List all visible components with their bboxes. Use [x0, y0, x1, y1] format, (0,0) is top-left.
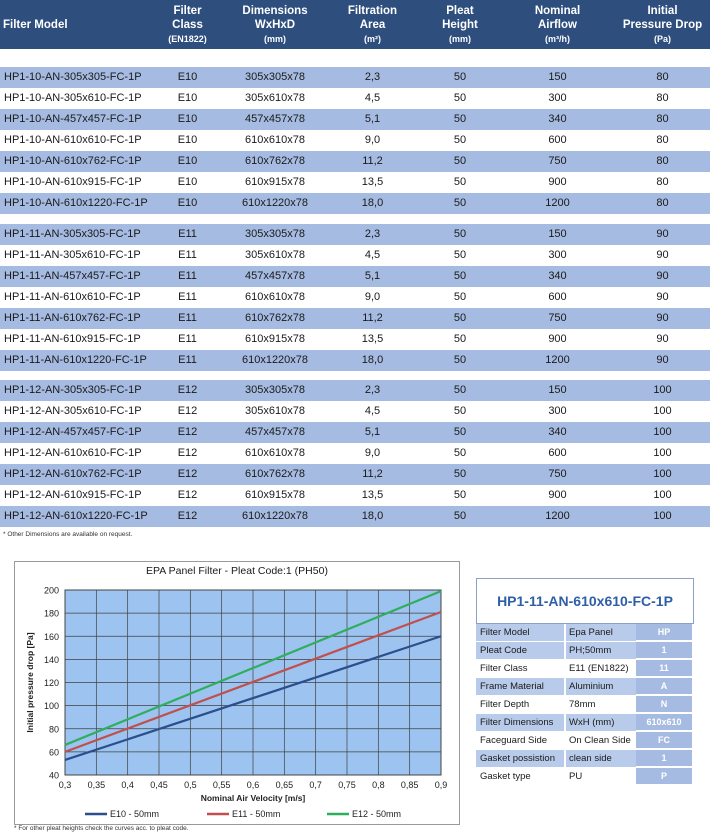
spec-title: HP1-11-AN-610x610-FC-1P	[476, 578, 694, 624]
spec-label: Filter Model	[476, 624, 564, 641]
cell-area: 2,3	[364, 71, 381, 83]
header-text: Filter Model	[3, 18, 68, 31]
cell-model: HP1-10-AN-610x1220-FC-1P	[4, 197, 148, 209]
cell-model: HP1-10-AN-610x915-FC-1P	[4, 176, 142, 188]
cell-model: HP1-11-AN-610x762-FC-1P	[4, 312, 141, 324]
table-row	[0, 193, 710, 214]
chart-canvas	[15, 562, 459, 824]
table-row	[0, 308, 710, 329]
cell-airflow: 600	[548, 447, 567, 459]
cell-dimensions: 457x457x78	[245, 426, 305, 438]
cell-dimensions: 610x1220x78	[241, 354, 309, 366]
x-tick-label: 0,45	[150, 780, 168, 790]
spec-value: clean side	[566, 750, 637, 767]
cell-class: E11	[178, 270, 197, 282]
cell-area: 18,0	[361, 354, 384, 366]
cell-pleat: 50	[453, 333, 467, 345]
x-tick-label: 0,7	[309, 780, 322, 790]
cell-pressure: 100	[653, 489, 672, 501]
header-text: Initial	[647, 4, 678, 17]
header-initial-pressure-drop	[615, 0, 710, 49]
cell-class: E11	[178, 228, 197, 240]
header-unit: (mm)	[264, 33, 286, 44]
cell-pleat: 50	[453, 270, 467, 282]
cell-area: 18,0	[361, 510, 384, 522]
x-tick-label: 0,55	[212, 780, 231, 790]
cell-area: 5,1	[364, 113, 381, 125]
cell-area: 5,1	[364, 426, 381, 438]
spec-code: FC	[636, 732, 692, 749]
table-row	[0, 266, 710, 287]
cell-pressure: 100	[653, 468, 672, 480]
cell-dimensions: 305x305x78	[245, 384, 305, 396]
cell-pressure: 90	[656, 312, 669, 324]
spec-code: P	[636, 768, 692, 785]
spec-row	[476, 696, 694, 713]
cell-pleat: 50	[453, 71, 467, 83]
header-filtration-area	[325, 0, 420, 49]
cell-pressure: 90	[656, 249, 669, 261]
cell-airflow: 340	[548, 113, 567, 125]
cell-airflow: 340	[548, 270, 567, 282]
cell-pressure: 80	[656, 113, 669, 125]
cell-model: HP1-11-AN-305x610-FC-1P	[4, 249, 141, 261]
spec-label: Filter Class	[480, 663, 528, 674]
cell-dimensions: 305x610x78	[245, 92, 305, 104]
cell-pressure: 100	[653, 510, 672, 522]
table-row	[0, 401, 710, 422]
cell-class: E12	[177, 510, 198, 522]
cell-dimensions: 610x762x78	[245, 468, 305, 480]
y-axis-label: Initial pressure drop [Pa]	[25, 632, 35, 733]
x-tick-label: 0,6	[246, 780, 260, 790]
cell-pleat: 50	[453, 291, 467, 303]
header-text: WxHxD	[254, 18, 296, 31]
y-tick-label: 140	[43, 654, 59, 665]
cell-class: E12	[177, 405, 198, 417]
y-tick-label: 120	[43, 678, 59, 688]
header-text: Filter	[173, 4, 202, 17]
cell-model: HP1-12-AN-610x762-FC-1P	[4, 468, 142, 480]
cell-pleat: 50	[453, 92, 467, 104]
spec-label: Gasket type	[480, 771, 531, 782]
cell-airflow: 750	[548, 468, 567, 480]
cell-pleat: 50	[453, 489, 467, 501]
cell-class: E10	[177, 92, 198, 104]
spec-code: 11	[636, 660, 692, 677]
cell-dimensions: 610x762x78	[245, 312, 305, 324]
cell-airflow: 900	[548, 333, 567, 345]
header-filter-model	[3, 0, 173, 49]
cell-model: HP1-12-AN-305x610-FC-1P	[4, 405, 142, 417]
cell-airflow: 150	[548, 228, 567, 240]
cell-pleat: 50	[453, 312, 467, 324]
cell-class: E10	[177, 134, 198, 146]
cell-model: HP1-11-AN-610x610-FC-1P	[4, 291, 141, 303]
cell-class: E11	[178, 354, 197, 366]
spec-row	[476, 750, 694, 767]
cell-pleat: 50	[453, 228, 467, 240]
cell-pleat: 50	[453, 113, 467, 125]
x-tick-label: 0,65	[275, 780, 294, 790]
y-tick-label: 80	[48, 724, 59, 735]
cell-area: 4,5	[364, 92, 381, 104]
cell-pressure: 80	[656, 197, 669, 209]
cell-class: E11	[178, 312, 197, 324]
cell-airflow: 150	[548, 384, 567, 396]
cell-model: HP1-12-AN-610x610-FC-1P	[4, 447, 142, 459]
cell-airflow: 600	[548, 134, 567, 146]
cell-area: 4,5	[364, 405, 381, 417]
table-row	[0, 350, 710, 371]
cell-area: 5,1	[364, 270, 381, 282]
cell-area: 13,5	[361, 489, 384, 501]
cell-pressure: 100	[653, 426, 672, 438]
cell-model: HP1-11-AN-610x915-FC-1P	[4, 333, 141, 345]
header-unit: (mm)	[449, 33, 471, 44]
cell-dimensions: 305x610x78	[245, 405, 305, 417]
cell-pleat: 50	[453, 447, 467, 459]
cell-pressure: 80	[656, 155, 669, 167]
cell-area: 4,5	[364, 249, 381, 261]
cell-model: HP1-12-AN-610x1220-FC-1P	[4, 510, 148, 522]
cell-pressure: 100	[653, 447, 672, 459]
spec-code: 610x610	[636, 714, 692, 731]
y-tick-label: 60	[48, 747, 59, 758]
header-text: Dimensions	[242, 4, 308, 17]
cell-area: 13,5	[361, 333, 384, 345]
pressure-drop-chart	[14, 561, 460, 825]
table-row	[0, 287, 710, 308]
cell-airflow: 1200	[545, 510, 570, 522]
cell-model: HP1-10-AN-305x610-FC-1P	[4, 92, 142, 104]
table-row	[0, 67, 710, 88]
cell-class: E12	[177, 447, 198, 459]
cell-dimensions: 610x610x78	[245, 134, 305, 146]
cell-class: E10	[177, 71, 198, 83]
spec-row	[476, 768, 694, 785]
cell-class: E11	[178, 249, 197, 261]
table-row	[0, 151, 710, 172]
cell-area: 11,2	[362, 468, 383, 480]
spec-label: Filter Dimensions	[476, 714, 564, 731]
header-unit: (m³/h)	[545, 33, 570, 44]
spec-row	[476, 642, 694, 659]
cell-dimensions: 610x610x78	[245, 291, 305, 303]
spec-label: Gasket possistion	[476, 750, 564, 767]
cell-pleat: 50	[453, 176, 467, 188]
cell-model: HP1-10-AN-457x457-FC-1P	[4, 113, 142, 125]
cell-class: E12	[177, 426, 198, 438]
spec-row	[476, 678, 694, 695]
x-tick-label: 0,3	[58, 780, 72, 790]
x-tick-label: 0,75	[338, 780, 356, 790]
cell-model: HP1-11-AN-610x1220-FC-1P	[4, 354, 147, 366]
cell-area: 13,5	[361, 176, 384, 188]
table-footnote: * Other Dimensions are available on request.	[3, 531, 133, 538]
cell-airflow: 750	[548, 312, 567, 324]
cell-pleat: 50	[453, 155, 467, 167]
cell-area: 9,0	[364, 134, 381, 146]
cell-model: HP1-12-AN-305x305-FC-1P	[4, 384, 142, 396]
cell-airflow: 1200	[545, 354, 570, 366]
cell-pressure: 100	[653, 384, 672, 396]
legend-label: E12 - 50mm	[352, 809, 402, 819]
cell-dimensions: 610x1220x78	[241, 197, 309, 209]
cell-model: HP1-10-AN-305x305-FC-1P	[4, 71, 142, 83]
cell-area: 11,2	[362, 312, 383, 324]
spec-value: 78mm	[569, 699, 596, 710]
header-text: Area	[359, 18, 386, 31]
cell-pressure: 100	[653, 405, 672, 417]
header-unit: (EN1822)	[168, 33, 207, 44]
cell-pressure: 90	[656, 270, 669, 282]
cell-pleat: 50	[453, 468, 467, 480]
cell-class: E10	[177, 197, 198, 209]
table-header	[0, 0, 710, 49]
cell-pleat: 50	[453, 510, 467, 522]
spec-value: E11 (EN1822)	[569, 663, 629, 674]
cell-dimensions: 305x610x78	[245, 249, 305, 261]
spec-label: Frame Material	[476, 678, 564, 695]
cell-pressure: 90	[656, 354, 669, 366]
table-row	[0, 380, 710, 401]
cell-pressure: 90	[656, 228, 669, 240]
cell-dimensions: 610x762x78	[245, 155, 305, 167]
header-text: Pleat	[446, 4, 474, 17]
y-tick-label: 200	[43, 585, 59, 596]
cell-pressure: 90	[656, 333, 669, 345]
x-tick-label: 0,35	[87, 780, 106, 790]
cell-pressure: 80	[656, 92, 669, 104]
table-row	[0, 443, 710, 464]
cell-pressure: 80	[656, 176, 669, 188]
spec-code: HP	[636, 624, 692, 641]
spec-row	[476, 732, 694, 749]
header-nominal-airflow	[500, 0, 615, 49]
cell-area: 11,2	[362, 155, 383, 167]
cell-area: 9,0	[364, 291, 381, 303]
cell-dimensions: 610x1220x78	[241, 510, 309, 522]
header-text: Pressure Drop	[622, 18, 703, 31]
cell-model: HP1-12-AN-457x457-FC-1P	[4, 426, 142, 438]
spec-value: PH;50mm	[566, 642, 637, 659]
spec-value: Epa Panel	[566, 624, 637, 641]
cell-model: HP1-10-AN-610x610-FC-1P	[4, 134, 142, 146]
cell-dimensions: 457x457x78	[245, 113, 305, 125]
x-tick-label: 0,4	[121, 780, 134, 790]
y-tick-label: 40	[48, 770, 59, 781]
header-unit: (Pa)	[653, 33, 671, 44]
cell-area: 2,3	[364, 228, 381, 240]
header-text: Filtration	[347, 4, 398, 17]
cell-class: E12	[177, 489, 198, 501]
cell-area: 18,0	[361, 197, 384, 209]
cell-class: E12	[177, 384, 198, 396]
spec-code: A	[636, 678, 692, 695]
cell-dimensions: 610x915x78	[245, 333, 305, 345]
cell-airflow: 300	[548, 92, 567, 104]
spec-label: Faceguard Side	[480, 735, 548, 746]
spec-code: N	[636, 696, 692, 713]
cell-dimensions: 610x610x78	[245, 447, 305, 459]
table-row	[0, 130, 710, 151]
spec-code: 1	[636, 642, 692, 659]
cell-dimensions: 457x457x78	[245, 270, 305, 282]
cell-pressure: 90	[656, 291, 669, 303]
cell-airflow: 340	[548, 426, 567, 438]
cell-model: HP1-11-AN-305x305-FC-1P	[4, 228, 141, 240]
header-text: Airflow	[538, 18, 577, 31]
legend-label: E11 - 50mm	[232, 809, 281, 819]
cell-dimensions: 610x915x78	[245, 176, 305, 188]
cell-pleat: 50	[453, 405, 467, 417]
cell-airflow: 600	[548, 291, 567, 303]
header-pleat-height	[420, 0, 500, 49]
table-row	[0, 506, 710, 527]
cell-class: E11	[178, 333, 197, 345]
spec-label: Pleat Code	[476, 642, 564, 659]
cell-pleat: 50	[453, 426, 467, 438]
cell-pleat: 50	[453, 384, 467, 396]
cell-pleat: 50	[453, 134, 467, 146]
y-tick-label: 180	[43, 608, 59, 619]
cell-dimensions: 305x305x78	[245, 228, 305, 240]
spec-value: WxH (mm)	[566, 714, 637, 731]
cell-area: 9,0	[364, 447, 381, 459]
spec-row	[476, 714, 694, 731]
legend-label: E10 - 50mm	[110, 809, 160, 819]
cell-model: HP1-11-AN-457x457-FC-1P	[4, 270, 141, 282]
chart-title: EPA Panel Filter - Pleat Code:1 (PH50)	[146, 565, 328, 577]
cell-airflow: 1200	[545, 197, 570, 209]
spec-value: On Clean Side	[569, 735, 631, 746]
cell-pleat: 50	[453, 354, 467, 366]
cell-class: E10	[177, 176, 198, 188]
cell-dimensions: 305x305x78	[245, 71, 305, 83]
cell-airflow: 300	[548, 405, 567, 417]
x-axis-label: Nominal Air Velocity [m/s]	[200, 793, 306, 803]
spec-label: Filter Depth	[480, 699, 530, 710]
cell-airflow: 300	[548, 249, 567, 261]
cell-airflow: 900	[548, 489, 567, 501]
table-row	[0, 245, 710, 266]
cell-class: E10	[177, 113, 198, 125]
cell-model: HP1-10-AN-610x762-FC-1P	[4, 155, 142, 167]
header-text: Height	[442, 18, 478, 31]
table-row	[0, 422, 710, 443]
header-text: Nominal	[534, 4, 581, 17]
chart-footnote: * For other pleat heights check the curves acc. to pleat code.	[14, 825, 189, 832]
x-tick-label: 0,8	[372, 780, 385, 790]
table-row	[0, 172, 710, 193]
header-dimensions	[225, 0, 325, 49]
header-filter-class	[150, 0, 225, 49]
spec-row	[476, 624, 694, 641]
table-row	[0, 464, 710, 485]
table-row	[0, 88, 710, 109]
y-tick-label: 160	[43, 631, 59, 642]
spec-value: PU	[569, 771, 583, 782]
cell-class: E12	[177, 468, 198, 480]
table-row	[0, 109, 710, 130]
cell-class: E11	[178, 291, 197, 303]
cell-airflow: 750	[548, 155, 567, 167]
y-tick-label: 100	[43, 701, 59, 712]
x-tick-label: 0,85	[400, 780, 419, 790]
cell-pleat: 50	[453, 249, 467, 261]
cell-class: E10	[177, 155, 198, 167]
header-unit: (m²)	[364, 33, 381, 44]
table-row	[0, 224, 710, 245]
x-tick-label: 0,9	[434, 780, 448, 790]
cell-pressure: 80	[656, 134, 669, 146]
cell-model: HP1-12-AN-610x915-FC-1P	[4, 489, 142, 501]
cell-airflow: 150	[548, 71, 567, 83]
cell-pleat: 50	[453, 197, 467, 209]
spec-value: Aluminium	[566, 678, 637, 695]
header-text: Class	[172, 18, 203, 31]
cell-airflow: 900	[548, 176, 567, 188]
cell-pressure: 80	[656, 71, 669, 83]
spec-code: 1	[636, 750, 692, 767]
cell-area: 2,3	[364, 384, 381, 396]
x-tick-label: 0,5	[184, 780, 197, 790]
spec-row	[476, 660, 694, 677]
table-row	[0, 485, 710, 506]
table-row	[0, 329, 710, 350]
cell-dimensions: 610x915x78	[245, 489, 305, 501]
